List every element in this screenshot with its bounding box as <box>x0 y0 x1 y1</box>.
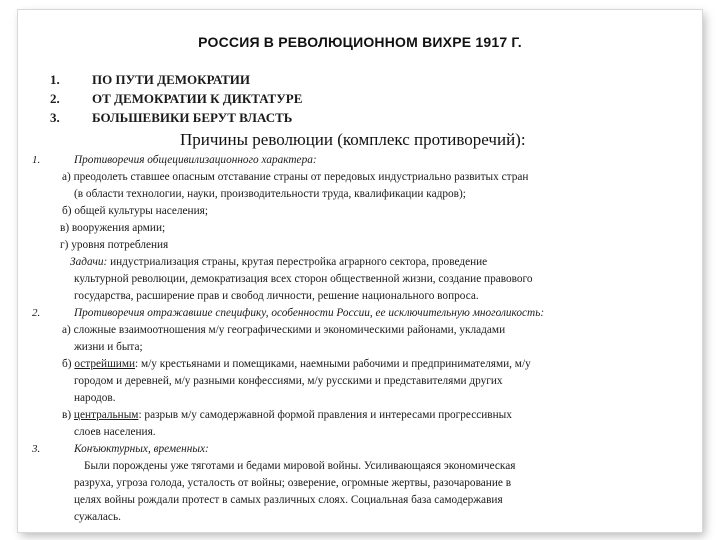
list-item: б) общей культуры населения; <box>62 205 208 217</box>
list-item-marker: в) <box>62 409 74 421</box>
slide-title: РОССИЯ В РЕВОЛЮЦИОННОМ ВИХРЕ 1917 Г. <box>198 34 522 50</box>
tasks-label: Задачи: <box>70 256 108 268</box>
list-item-continuation: народов. <box>74 392 116 404</box>
list-item-text: : м/у крестьянами и помещиками, наемными рабочими и предпринимателями, м/у <box>135 358 531 370</box>
list-item <box>62 407 512 424</box>
list-item-continuation: слоев населения. <box>74 426 156 438</box>
tasks-continuation: культурной революции, демократизация всех сторон общественной жизни, создание правового <box>74 273 533 285</box>
list-item-keyword: острейшими <box>74 358 136 370</box>
toc-item <box>50 72 302 91</box>
section-number: 2. <box>32 307 41 319</box>
list-item-continuation: (в области технологии, науки, производительности труда, квалификации кадров); <box>74 188 466 200</box>
paragraph-line: целях войны рождали протест в самых различных слоях. Социальная база самодержавия <box>74 494 503 506</box>
list-item-continuation: жизни и быта; <box>74 341 143 353</box>
section-title: Конъюктурных, временных: <box>74 443 209 455</box>
toc-item-number: 3. <box>50 110 60 125</box>
table-of-contents <box>50 72 302 129</box>
tasks-text: индустриализация страны, крутая перестройка аграрного сектора, проведение <box>107 256 488 268</box>
toc-item-label: БОЛЬШЕВИКИ БЕРУТ ВЛАСТЬ <box>92 110 293 125</box>
paragraph-line: Были порождены уже тяготами и бедами мировой войны. Усиливающаяся экономическая <box>84 460 516 472</box>
tasks-line <box>70 254 487 271</box>
list-item: г) уровня потребления <box>60 239 169 251</box>
list-item: а) преодолеть ставшее опасным отставание страны от передовых индустриально развитых стран <box>62 171 529 183</box>
section-number: 3. <box>32 443 41 455</box>
causes-heading: Причины революции (комплекс противоречий): <box>180 130 526 149</box>
list-item-marker: б) <box>62 358 75 370</box>
toc-item <box>50 110 302 129</box>
toc-item <box>50 91 302 110</box>
toc-item-label: ОТ ДЕМОКРАТИИ К ДИКТАТУРЕ <box>92 91 303 106</box>
paragraph-line: сужалась. <box>74 511 121 523</box>
toc-item-number: 1. <box>50 72 60 87</box>
paragraph-line: разруха, угроза голода, усталость от войны; озверение, огромные жертвы, разочарование в <box>74 477 512 489</box>
list-item: а) сложные взаимоотношения м/у географическими и экономическими районами, укладами <box>62 324 506 336</box>
list-item-continuation: городом и деревней, м/у разными конфессиями, м/у русскими и представителями других <box>74 375 503 387</box>
section-title: Противоречия отражавшие специфику, особенности России, ее исключительную многоликость: <box>74 307 545 319</box>
slide <box>18 10 702 532</box>
toc-item-number: 2. <box>50 91 60 106</box>
list-item <box>62 356 531 373</box>
list-item-text: : разрыв м/у самодержавной формой правления и интересами прогрессивных <box>138 409 512 421</box>
list-item-keyword: центральным <box>73 409 139 421</box>
tasks-continuation: государства, расширение прав и свобод личности, решение национального вопроса. <box>74 290 479 302</box>
section-title: Противоречия общецивилизационного характера: <box>74 154 317 166</box>
section-number: 1. <box>32 154 41 166</box>
list-item: в) вооружения армии; <box>60 222 166 234</box>
toc-item-label: ПО ПУТИ ДЕМОКРАТИИ <box>92 72 250 87</box>
